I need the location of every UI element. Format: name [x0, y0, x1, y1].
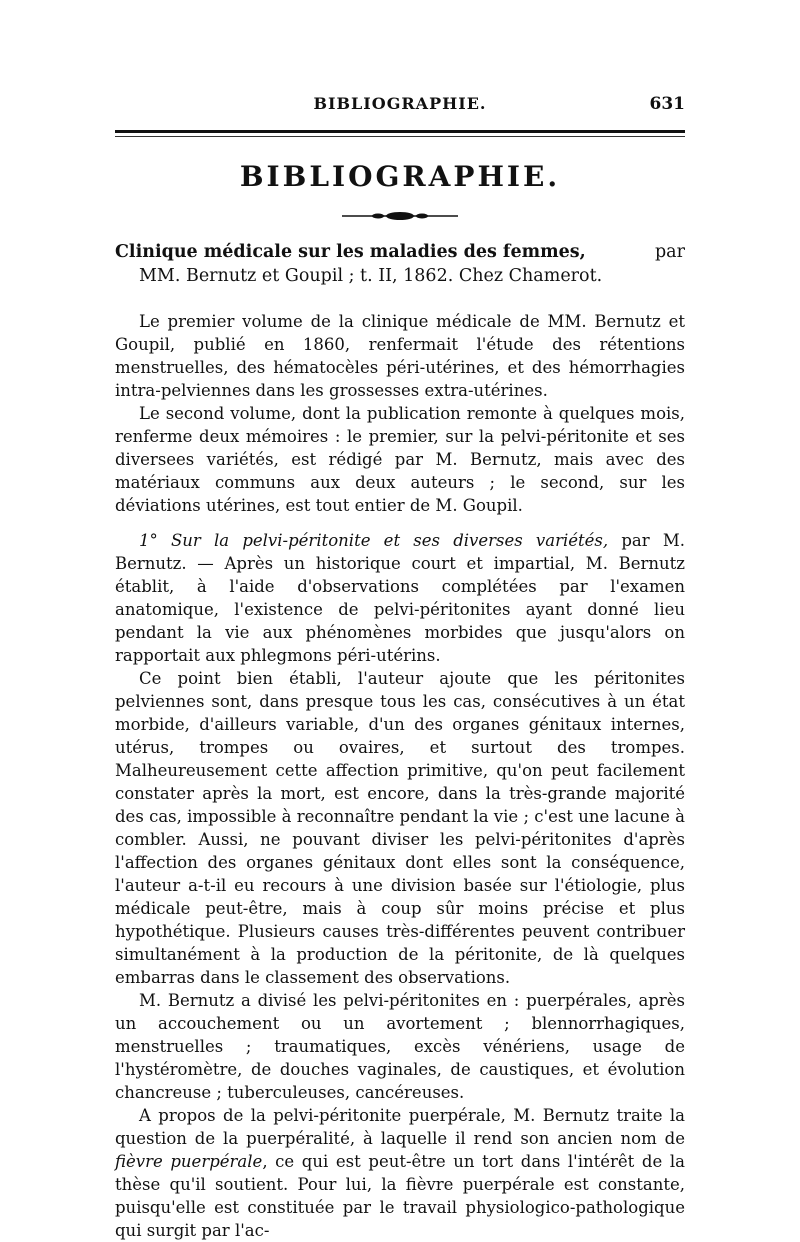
header-rule [115, 130, 685, 133]
paragraph-6 [115, 1104, 685, 1242]
paragraph-2: Le second volume, dont la publication remonte à quelques mois, renferme deux mémoires : le premier, sur la pelvi-péritonite et ses diversees variétés, est rédigé par M. Bernutz, mais avec des matériaux communs aux deux auteurs ; le second, sur les déviations utérines, est tout entier de M. Goupil. [115, 404, 685, 515]
section-title: BIBLIOGRAPHIE. [239, 160, 561, 193]
ornament-divider [340, 210, 460, 222]
paragraph-3-rest: par M. Bernutz. — Après un historique court et impartial, M. Bernutz établit, à l'aide d'observations complétées par l'examen anatomique, l'existence de pelvi-péritonites ayant donné lieu pendant la vie aux phénomènes morbides que jusqu'alors on rapportait aux phlegmons péri-utérins. [115, 531, 685, 665]
review-heading [115, 240, 685, 288]
paragraph-5: M. Bernutz a divisé les pelvi-péritonites en : puerpérales, après un accouchement ou un avortement ; blennorrhagiques, menstruelles ; traumatiques, excès vénériens, usage de l'hystéromètre, de douches vaginales, de caustiques, et évolution chancreuse ; tuberculeuses, cancéreuses. [115, 991, 685, 1102]
paragraph-3-lead: 1° Sur la pelvi-péritonite et ses diverses variétés, [139, 531, 609, 550]
paragraph-6-em: fièvre puerpérale [115, 1152, 263, 1171]
paragraph-6-b: , ce qui est peut-être un tort dans l'intérêt de la thèse qu'il soutient. Pour lui, la fièvre puerpérale est constante, puisqu'elle est constituée par le travail physiologico-pathologique qui surgit par l'ac- [115, 1152, 685, 1240]
review-citation: MM. Bernutz et Goupil ; t. II, 1862. Chez Chamerot. [139, 266, 603, 286]
header-rule-thin [115, 136, 685, 137]
running-title: BIBLIOGRAPHIE. [313, 94, 487, 113]
page-number: 631 [649, 94, 685, 114]
paragraph-6-a: A propos de la pelvi-péritonite puerpérale, M. Bernutz traite la question de la puerpéralité, à laquelle il rend son ancien nom de [115, 1106, 685, 1148]
review-par: par [654, 242, 685, 262]
body-text [115, 310, 685, 1242]
paragraph-1: Le premier volume de la clinique médicale de MM. Bernutz et Goupil, publié en 1860, renfermait l'étude des rétentions menstruelles, des hématocèles péri-utérines, et des hémorrhagies intra-pelviennes dans les grossesses extra-utérines. [115, 312, 685, 400]
running-head [115, 94, 685, 118]
paragraph-4: Ce point bien établi, l'auteur ajoute que les péritonites pelviennes sont, dans presque tous les cas, consécutives à un état morbide, d'ailleurs variable, d'un des organes génitaux internes, utérus, trompes ou ovaires, et surtout des trompes. Malheureusement cette affection primitive, qu'on peut facilement constater après la mort, est encore, dans la très-grande majorité des cas, impossible à reconnaître pendant la vie ; c'est une lacune à combler. Aussi, ne pouvant diviser les pelvi-péritonites d'après l'affection des organes génitaux dont elles sont la conséquence, l'auteur a-t-il eu recours à une division basée sur l'étiologie, plus médicale peut-être, mais à coup sûr moins précise et plus hypothétique. Plusieurs causes très-différentes peuvent contribuer simultanément à la production de la péritonite, de là quelques embarras dans le classement des observations. [115, 669, 685, 987]
paragraph-3 [115, 529, 685, 667]
review-title: Clinique médicale sur les maladies des femmes, [115, 242, 586, 262]
